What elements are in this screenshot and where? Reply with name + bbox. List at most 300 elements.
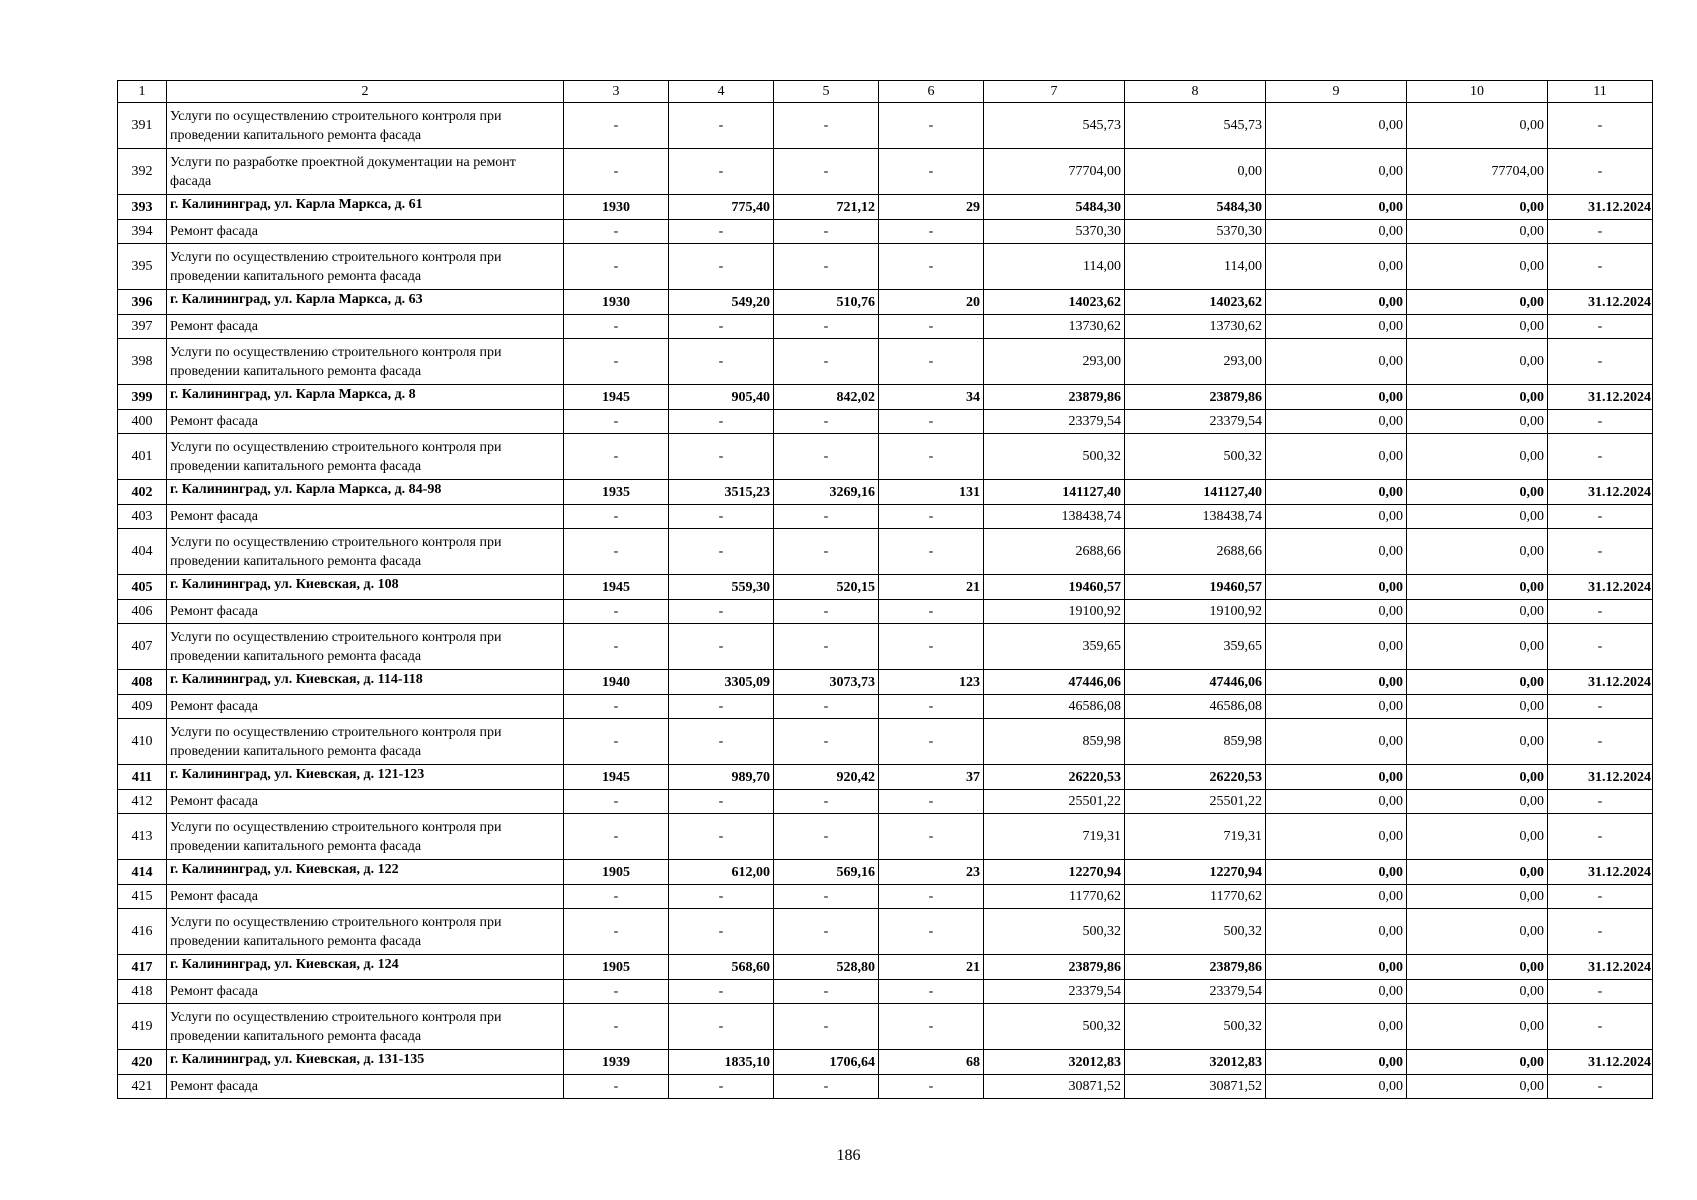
- description-cell: Ремонт фасада: [167, 980, 564, 1004]
- build-year-cell: -: [564, 600, 669, 624]
- living-area-cell: -: [774, 909, 879, 955]
- fund-cost-cell: 859,98: [1125, 719, 1266, 765]
- total-cost-cell: 359,65: [984, 624, 1125, 670]
- column-number-5: 5: [774, 81, 879, 103]
- total-cost-cell: 23879,86: [984, 955, 1125, 980]
- completion-date-cell: 31.12.2024: [1548, 480, 1653, 505]
- completion-date-cell: -: [1548, 885, 1653, 909]
- fund-cost-cell: 25501,22: [1125, 790, 1266, 814]
- row-number-cell: 420: [118, 1050, 167, 1075]
- fund-cost-cell: 141127,40: [1125, 480, 1266, 505]
- fund-cost-cell: 26220,53: [1125, 765, 1266, 790]
- other-cost-cell: 0,00: [1407, 480, 1548, 505]
- total-cost-cell: 32012,83: [984, 1050, 1125, 1075]
- completion-date-cell: -: [1548, 220, 1653, 244]
- fund-cost-cell: 23879,86: [1125, 385, 1266, 410]
- total-area-cell: 775,40: [669, 195, 774, 220]
- total-cost-cell: 545,73: [984, 103, 1125, 149]
- work-row: [118, 505, 1653, 529]
- row-number-cell: 421: [118, 1075, 167, 1099]
- living-area-cell: -: [774, 244, 879, 290]
- living-area-cell: -: [774, 315, 879, 339]
- build-year-cell: 1905: [564, 955, 669, 980]
- address-row: [118, 860, 1653, 885]
- total-cost-cell: 114,00: [984, 244, 1125, 290]
- address-row: [118, 195, 1653, 220]
- other-cost-cell: 0,00: [1407, 434, 1548, 480]
- fund-cost-cell: 11770,62: [1125, 885, 1266, 909]
- address-row: [118, 385, 1653, 410]
- row-number-cell: 403: [118, 505, 167, 529]
- other-cost-cell: 0,00: [1407, 410, 1548, 434]
- total-area-cell: 568,60: [669, 955, 774, 980]
- living-area-cell: -: [774, 1004, 879, 1050]
- fund-cost-cell: 30871,52: [1125, 1075, 1266, 1099]
- work-row: [118, 315, 1653, 339]
- build-year-cell: -: [564, 624, 669, 670]
- budget-cost-cell: 0,00: [1266, 480, 1407, 505]
- row-number-cell: 416: [118, 909, 167, 955]
- budget-cost-cell: 0,00: [1266, 860, 1407, 885]
- fund-cost-cell: 500,32: [1125, 1004, 1266, 1050]
- budget-cost-cell: 0,00: [1266, 719, 1407, 765]
- other-cost-cell: 0,00: [1407, 103, 1548, 149]
- build-year-cell: -: [564, 695, 669, 719]
- total-cost-cell: 47446,06: [984, 670, 1125, 695]
- completion-date-cell: 31.12.2024: [1548, 290, 1653, 315]
- living-area-cell: 569,16: [774, 860, 879, 885]
- residents-cell: -: [879, 244, 984, 290]
- completion-date-cell: 31.12.2024: [1548, 670, 1653, 695]
- residents-cell: -: [879, 434, 984, 480]
- budget-cost-cell: 0,00: [1266, 695, 1407, 719]
- build-year-cell: -: [564, 410, 669, 434]
- description-cell: г. Калининград, ул. Киевская, д. 114-118: [167, 670, 564, 695]
- budget-cost-cell: 0,00: [1266, 885, 1407, 909]
- living-area-cell: -: [774, 814, 879, 860]
- build-year-cell: -: [564, 505, 669, 529]
- fund-cost-cell: 114,00: [1125, 244, 1266, 290]
- fund-cost-cell: 12270,94: [1125, 860, 1266, 885]
- other-cost-cell: 0,00: [1407, 529, 1548, 575]
- residents-cell: 37: [879, 765, 984, 790]
- budget-cost-cell: 0,00: [1266, 103, 1407, 149]
- address-row: [118, 670, 1653, 695]
- budget-cost-cell: 0,00: [1266, 600, 1407, 624]
- row-number-cell: 398: [118, 339, 167, 385]
- total-area-cell: -: [669, 600, 774, 624]
- budget-cost-cell: 0,00: [1266, 955, 1407, 980]
- fund-cost-cell: 5370,30: [1125, 220, 1266, 244]
- work-row: [118, 103, 1653, 149]
- residents-cell: 29: [879, 195, 984, 220]
- description-cell: Услуги по осуществлению строительного контроля при проведении капитального ремонта фасада: [167, 1004, 564, 1050]
- budget-cost-cell: 0,00: [1266, 434, 1407, 480]
- budget-cost-cell: 0,00: [1266, 814, 1407, 860]
- other-cost-cell: 0,00: [1407, 1004, 1548, 1050]
- residents-cell: 21: [879, 575, 984, 600]
- residents-cell: -: [879, 529, 984, 575]
- other-cost-cell: 0,00: [1407, 290, 1548, 315]
- residents-cell: -: [879, 909, 984, 955]
- column-number-10: 10: [1407, 81, 1548, 103]
- total-cost-cell: 19100,92: [984, 600, 1125, 624]
- description-cell: г. Калининград, ул. Карла Маркса, д. 8: [167, 385, 564, 410]
- total-area-cell: -: [669, 244, 774, 290]
- other-cost-cell: 0,00: [1407, 1075, 1548, 1099]
- description-cell: Услуги по осуществлению строительного контроля при проведении капитального ремонта фасада: [167, 244, 564, 290]
- build-year-cell: 1930: [564, 195, 669, 220]
- description-cell: Ремонт фасада: [167, 410, 564, 434]
- work-row: [118, 244, 1653, 290]
- column-number-4: 4: [669, 81, 774, 103]
- other-cost-cell: 0,00: [1407, 814, 1548, 860]
- other-cost-cell: 0,00: [1407, 670, 1548, 695]
- row-number-cell: 410: [118, 719, 167, 765]
- living-area-cell: -: [774, 719, 879, 765]
- description-cell: Ремонт фасада: [167, 790, 564, 814]
- build-year-cell: -: [564, 244, 669, 290]
- residents-cell: -: [879, 315, 984, 339]
- completion-date-cell: 31.12.2024: [1548, 955, 1653, 980]
- work-row: [118, 339, 1653, 385]
- fund-cost-cell: 5484,30: [1125, 195, 1266, 220]
- total-area-cell: -: [669, 1075, 774, 1099]
- fund-cost-cell: 545,73: [1125, 103, 1266, 149]
- description-cell: Ремонт фасада: [167, 885, 564, 909]
- fund-cost-cell: 138438,74: [1125, 505, 1266, 529]
- work-row: [118, 814, 1653, 860]
- fund-cost-cell: 23379,54: [1125, 410, 1266, 434]
- completion-date-cell: -: [1548, 529, 1653, 575]
- living-area-cell: -: [774, 220, 879, 244]
- build-year-cell: -: [564, 103, 669, 149]
- other-cost-cell: 0,00: [1407, 980, 1548, 1004]
- completion-date-cell: -: [1548, 149, 1653, 195]
- residents-cell: -: [879, 220, 984, 244]
- fund-cost-cell: 19100,92: [1125, 600, 1266, 624]
- work-row: [118, 149, 1653, 195]
- living-area-cell: -: [774, 1075, 879, 1099]
- address-row: [118, 575, 1653, 600]
- column-number-7: 7: [984, 81, 1125, 103]
- fund-cost-cell: 47446,06: [1125, 670, 1266, 695]
- total-area-cell: -: [669, 149, 774, 195]
- living-area-cell: -: [774, 695, 879, 719]
- work-row: [118, 529, 1653, 575]
- other-cost-cell: 0,00: [1407, 315, 1548, 339]
- description-cell: г. Калининград, ул. Карла Маркса, д. 84-98: [167, 480, 564, 505]
- living-area-cell: -: [774, 149, 879, 195]
- total-area-cell: -: [669, 980, 774, 1004]
- other-cost-cell: 0,00: [1407, 695, 1548, 719]
- build-year-cell: -: [564, 909, 669, 955]
- description-cell: Ремонт фасада: [167, 695, 564, 719]
- total-cost-cell: 23879,86: [984, 385, 1125, 410]
- address-row: [118, 955, 1653, 980]
- budget-cost-cell: 0,00: [1266, 765, 1407, 790]
- total-cost-cell: 2688,66: [984, 529, 1125, 575]
- description-cell: Услуги по осуществлению строительного контроля при проведении капитального ремонта фасада: [167, 339, 564, 385]
- description-cell: г. Калининград, ул. Киевская, д. 108: [167, 575, 564, 600]
- other-cost-cell: 0,00: [1407, 885, 1548, 909]
- residents-cell: -: [879, 505, 984, 529]
- row-number-cell: 402: [118, 480, 167, 505]
- total-cost-cell: 25501,22: [984, 790, 1125, 814]
- living-area-cell: -: [774, 600, 879, 624]
- budget-cost-cell: 0,00: [1266, 339, 1407, 385]
- address-row: [118, 765, 1653, 790]
- total-area-cell: -: [669, 885, 774, 909]
- completion-date-cell: -: [1548, 1075, 1653, 1099]
- work-row: [118, 695, 1653, 719]
- residents-cell: 131: [879, 480, 984, 505]
- fund-cost-cell: 23879,86: [1125, 955, 1266, 980]
- living-area-cell: -: [774, 410, 879, 434]
- total-area-cell: -: [669, 434, 774, 480]
- completion-date-cell: -: [1548, 434, 1653, 480]
- total-cost-cell: 293,00: [984, 339, 1125, 385]
- build-year-cell: 1940: [564, 670, 669, 695]
- completion-date-cell: -: [1548, 339, 1653, 385]
- description-cell: г. Калининград, ул. Карла Маркса, д. 61: [167, 195, 564, 220]
- total-area-cell: -: [669, 529, 774, 575]
- other-cost-cell: 0,00: [1407, 719, 1548, 765]
- living-area-cell: 1706,64: [774, 1050, 879, 1075]
- column-number-8: 8: [1125, 81, 1266, 103]
- residents-cell: -: [879, 410, 984, 434]
- total-area-cell: 612,00: [669, 860, 774, 885]
- completion-date-cell: -: [1548, 695, 1653, 719]
- description-cell: Ремонт фасада: [167, 1075, 564, 1099]
- other-cost-cell: 0,00: [1407, 385, 1548, 410]
- build-year-cell: 1935: [564, 480, 669, 505]
- budget-cost-cell: 0,00: [1266, 505, 1407, 529]
- work-row: [118, 220, 1653, 244]
- work-row: [118, 885, 1653, 909]
- description-cell: Услуги по осуществлению строительного контроля при проведении капитального ремонта фасада: [167, 529, 564, 575]
- completion-date-cell: -: [1548, 505, 1653, 529]
- total-area-cell: 989,70: [669, 765, 774, 790]
- budget-cost-cell: 0,00: [1266, 790, 1407, 814]
- build-year-cell: -: [564, 980, 669, 1004]
- fund-cost-cell: 359,65: [1125, 624, 1266, 670]
- fund-cost-cell: 14023,62: [1125, 290, 1266, 315]
- row-number-cell: 409: [118, 695, 167, 719]
- budget-cost-cell: 0,00: [1266, 980, 1407, 1004]
- budget-cost-cell: 0,00: [1266, 909, 1407, 955]
- living-area-cell: -: [774, 505, 879, 529]
- build-year-cell: -: [564, 1075, 669, 1099]
- row-number-cell: 417: [118, 955, 167, 980]
- completion-date-cell: 31.12.2024: [1548, 1050, 1653, 1075]
- works-table: [117, 80, 1653, 1099]
- completion-date-cell: 31.12.2024: [1548, 860, 1653, 885]
- residents-cell: 21: [879, 955, 984, 980]
- residents-cell: 23: [879, 860, 984, 885]
- completion-date-cell: -: [1548, 315, 1653, 339]
- completion-date-cell: -: [1548, 790, 1653, 814]
- other-cost-cell: 0,00: [1407, 600, 1548, 624]
- residents-cell: -: [879, 600, 984, 624]
- living-area-cell: -: [774, 434, 879, 480]
- total-cost-cell: 11770,62: [984, 885, 1125, 909]
- work-row: [118, 980, 1653, 1004]
- total-cost-cell: 77704,00: [984, 149, 1125, 195]
- description-cell: Ремонт фасада: [167, 220, 564, 244]
- fund-cost-cell: 2688,66: [1125, 529, 1266, 575]
- total-area-cell: -: [669, 410, 774, 434]
- completion-date-cell: -: [1548, 814, 1653, 860]
- total-area-cell: -: [669, 695, 774, 719]
- living-area-cell: 510,76: [774, 290, 879, 315]
- work-row: [118, 1004, 1653, 1050]
- residents-cell: -: [879, 814, 984, 860]
- living-area-cell: -: [774, 790, 879, 814]
- other-cost-cell: 0,00: [1407, 505, 1548, 529]
- description-cell: г. Калининград, ул. Карла Маркса, д. 63: [167, 290, 564, 315]
- budget-cost-cell: 0,00: [1266, 385, 1407, 410]
- build-year-cell: -: [564, 885, 669, 909]
- living-area-cell: -: [774, 103, 879, 149]
- row-number-cell: 392: [118, 149, 167, 195]
- build-year-cell: -: [564, 719, 669, 765]
- completion-date-cell: -: [1548, 624, 1653, 670]
- row-number-cell: 395: [118, 244, 167, 290]
- description-cell: Услуги по осуществлению строительного контроля при проведении капитального ремонта фасада: [167, 434, 564, 480]
- residents-cell: -: [879, 719, 984, 765]
- other-cost-cell: 0,00: [1407, 575, 1548, 600]
- column-number-6: 6: [879, 81, 984, 103]
- column-number-3: 3: [564, 81, 669, 103]
- residents-cell: -: [879, 1004, 984, 1050]
- build-year-cell: 1945: [564, 575, 669, 600]
- total-area-cell: -: [669, 909, 774, 955]
- row-number-cell: 411: [118, 765, 167, 790]
- completion-date-cell: -: [1548, 980, 1653, 1004]
- total-cost-cell: 14023,62: [984, 290, 1125, 315]
- description-cell: Услуги по осуществлению строительного контроля при проведении капитального ремонта фасада: [167, 909, 564, 955]
- total-area-cell: -: [669, 315, 774, 339]
- build-year-cell: 1905: [564, 860, 669, 885]
- total-area-cell: -: [669, 1004, 774, 1050]
- other-cost-cell: 0,00: [1407, 765, 1548, 790]
- work-row: [118, 719, 1653, 765]
- row-number-cell: 396: [118, 290, 167, 315]
- address-row: [118, 290, 1653, 315]
- row-number-cell: 397: [118, 315, 167, 339]
- living-area-cell: 3073,73: [774, 670, 879, 695]
- description-cell: Услуги по осуществлению строительного контроля при проведении капитального ремонта фасада: [167, 624, 564, 670]
- total-area-cell: 3515,23: [669, 480, 774, 505]
- completion-date-cell: -: [1548, 909, 1653, 955]
- description-cell: г. Калининград, ул. Киевская, д. 124: [167, 955, 564, 980]
- other-cost-cell: 77704,00: [1407, 149, 1548, 195]
- total-cost-cell: 138438,74: [984, 505, 1125, 529]
- work-row: [118, 434, 1653, 480]
- residents-cell: -: [879, 1075, 984, 1099]
- residents-cell: -: [879, 624, 984, 670]
- row-number-cell: 407: [118, 624, 167, 670]
- budget-cost-cell: 0,00: [1266, 670, 1407, 695]
- budget-cost-cell: 0,00: [1266, 529, 1407, 575]
- page-number: 186: [836, 1147, 861, 1164]
- budget-cost-cell: 0,00: [1266, 624, 1407, 670]
- total-area-cell: -: [669, 790, 774, 814]
- description-cell: Ремонт фасада: [167, 315, 564, 339]
- build-year-cell: 1939: [564, 1050, 669, 1075]
- total-area-cell: -: [669, 505, 774, 529]
- living-area-cell: -: [774, 339, 879, 385]
- total-cost-cell: 500,32: [984, 434, 1125, 480]
- work-row: [118, 600, 1653, 624]
- other-cost-cell: 0,00: [1407, 339, 1548, 385]
- build-year-cell: 1930: [564, 290, 669, 315]
- row-number-cell: 412: [118, 790, 167, 814]
- completion-date-cell: -: [1548, 600, 1653, 624]
- build-year-cell: -: [564, 220, 669, 244]
- residents-cell: 20: [879, 290, 984, 315]
- work-row: [118, 790, 1653, 814]
- budget-cost-cell: 0,00: [1266, 1075, 1407, 1099]
- total-area-cell: 1835,10: [669, 1050, 774, 1075]
- completion-date-cell: -: [1548, 103, 1653, 149]
- other-cost-cell: 0,00: [1407, 624, 1548, 670]
- total-cost-cell: 500,32: [984, 909, 1125, 955]
- column-number-row: [118, 81, 1653, 103]
- address-row: [118, 1050, 1653, 1075]
- residents-cell: -: [879, 980, 984, 1004]
- other-cost-cell: 0,00: [1407, 955, 1548, 980]
- residents-cell: -: [879, 885, 984, 909]
- row-number-cell: 394: [118, 220, 167, 244]
- description-cell: Ремонт фасада: [167, 600, 564, 624]
- build-year-cell: 1945: [564, 765, 669, 790]
- budget-cost-cell: 0,00: [1266, 315, 1407, 339]
- other-cost-cell: 0,00: [1407, 195, 1548, 220]
- budget-cost-cell: 0,00: [1266, 244, 1407, 290]
- build-year-cell: -: [564, 339, 669, 385]
- other-cost-cell: 0,00: [1407, 860, 1548, 885]
- description-cell: г. Калининград, ул. Киевская, д. 131-135: [167, 1050, 564, 1075]
- fund-cost-cell: 46586,08: [1125, 695, 1266, 719]
- total-area-cell: -: [669, 814, 774, 860]
- residents-cell: -: [879, 790, 984, 814]
- build-year-cell: -: [564, 814, 669, 860]
- fund-cost-cell: 0,00: [1125, 149, 1266, 195]
- completion-date-cell: 31.12.2024: [1548, 195, 1653, 220]
- total-cost-cell: 26220,53: [984, 765, 1125, 790]
- total-area-cell: -: [669, 103, 774, 149]
- other-cost-cell: 0,00: [1407, 220, 1548, 244]
- completion-date-cell: -: [1548, 719, 1653, 765]
- row-number-cell: 391: [118, 103, 167, 149]
- residents-cell: 34: [879, 385, 984, 410]
- budget-cost-cell: 0,00: [1266, 1004, 1407, 1050]
- build-year-cell: -: [564, 149, 669, 195]
- living-area-cell: 3269,16: [774, 480, 879, 505]
- total-cost-cell: 5370,30: [984, 220, 1125, 244]
- row-number-cell: 408: [118, 670, 167, 695]
- completion-date-cell: 31.12.2024: [1548, 385, 1653, 410]
- row-number-cell: 401: [118, 434, 167, 480]
- total-area-cell: 559,30: [669, 575, 774, 600]
- total-cost-cell: 719,31: [984, 814, 1125, 860]
- build-year-cell: -: [564, 529, 669, 575]
- row-number-cell: 413: [118, 814, 167, 860]
- fund-cost-cell: 13730,62: [1125, 315, 1266, 339]
- other-cost-cell: 0,00: [1407, 244, 1548, 290]
